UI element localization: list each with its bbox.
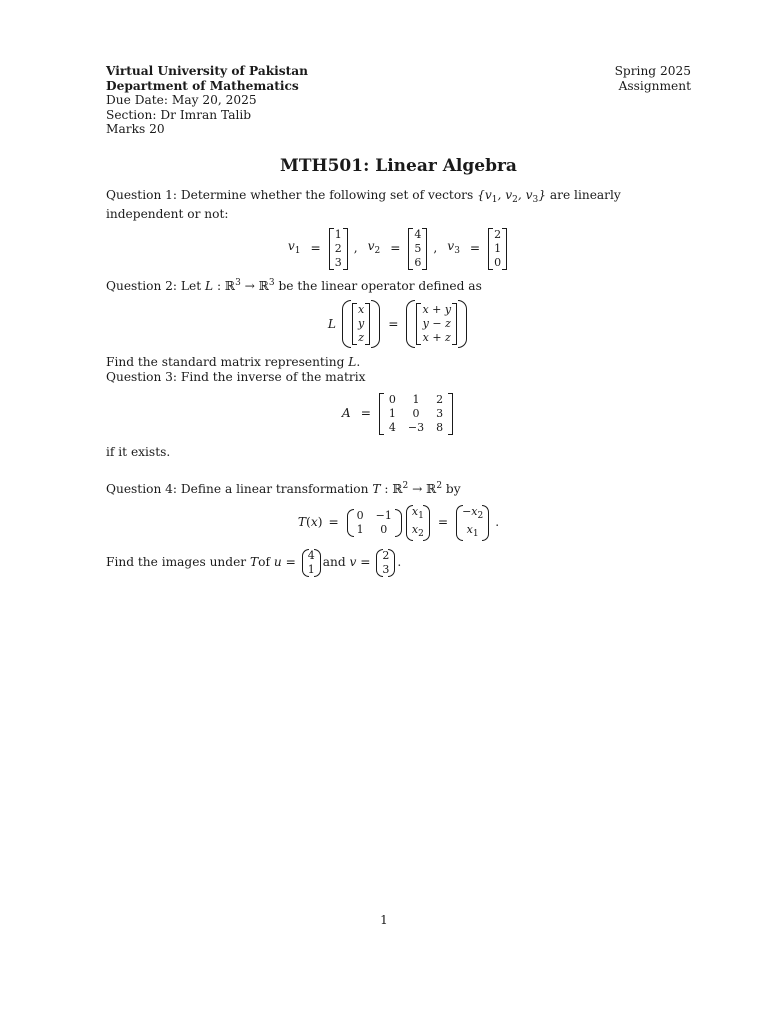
- matrix-A: 0 1 2 1 0 3 4 −3 8: [379, 393, 453, 435]
- document-page: [106, 64, 691, 577]
- department-name: Department of Mathematics: [106, 78, 299, 93]
- marks: Marks 20: [106, 122, 165, 137]
- q3-matrix: A = 0 1 2 1 0 3 4 −3 8: [106, 393, 691, 435]
- q3-after: if it exists.: [106, 444, 171, 459]
- vector-v: 2 3: [376, 549, 395, 577]
- output-vector: x + y y − z x + z: [416, 303, 457, 345]
- page-number: 1: [380, 913, 388, 927]
- vector-u: 4 1: [302, 549, 321, 577]
- question-3: Question 3: Find the inverse of the matrix: [106, 369, 366, 384]
- due-date: Due Date: May 20, 2025: [106, 93, 257, 108]
- result-vector: $-x_2$ $x_1$: [456, 505, 489, 541]
- vector-set: {$v_1$, $v_2$, $v_3$}: [477, 187, 546, 205]
- header: [106, 64, 691, 137]
- term: Spring 2025: [614, 64, 691, 78]
- header-left: [106, 64, 308, 137]
- q4-transformation: T ( x ) = 0 −1 1 0 $x_1$ $x_2$ = $-x_2$ $x_1$ .: [297, 504, 500, 539]
- q2-operator: L x y z = x + y y − z x + z: [106, 303, 691, 345]
- vector-x: $x_1$ $x_2$: [406, 505, 430, 541]
- question-4: Question 4: Define a linear transformation T : ℝ$^2$ → ℝ$^2$ by: [106, 481, 461, 497]
- page-title: MTH501: Linear Algebra: [280, 155, 517, 176]
- university-name: Virtual University of Pakistan: [106, 64, 309, 78]
- section: Section: Dr Imran Talib: [106, 107, 252, 122]
- vector-v3: 2 1 0: [488, 228, 507, 270]
- header-right: [615, 64, 691, 137]
- question-2: Question 2: Let L : ℝ$^3$ → ℝ$^3$ be the linear operator defined as: [106, 277, 482, 293]
- question-1: Question 1: Determine whether the following set of vectors {$v_1$, $v_2$, $v_3$} are linearly independent or not:: [106, 187, 621, 222]
- q4-find: Find the images under T of u = 4 1 and v = 2 3 .: [106, 548, 402, 576]
- q1-vectors: $v_1$ = 1 2 3 , $v_2$ = 4 5 6 , $v_3$ = 2 1 0: [106, 228, 691, 270]
- input-vector: x y z: [352, 303, 370, 345]
- doc-type: Assignment: [618, 78, 691, 93]
- matrix-T: 0 −1 1 0: [347, 509, 402, 537]
- q2-find: Find the standard matrix representing L.: [106, 355, 361, 370]
- vector-v2: 4 5 6: [408, 228, 427, 270]
- vector-v1: 1 2 3: [329, 228, 348, 270]
